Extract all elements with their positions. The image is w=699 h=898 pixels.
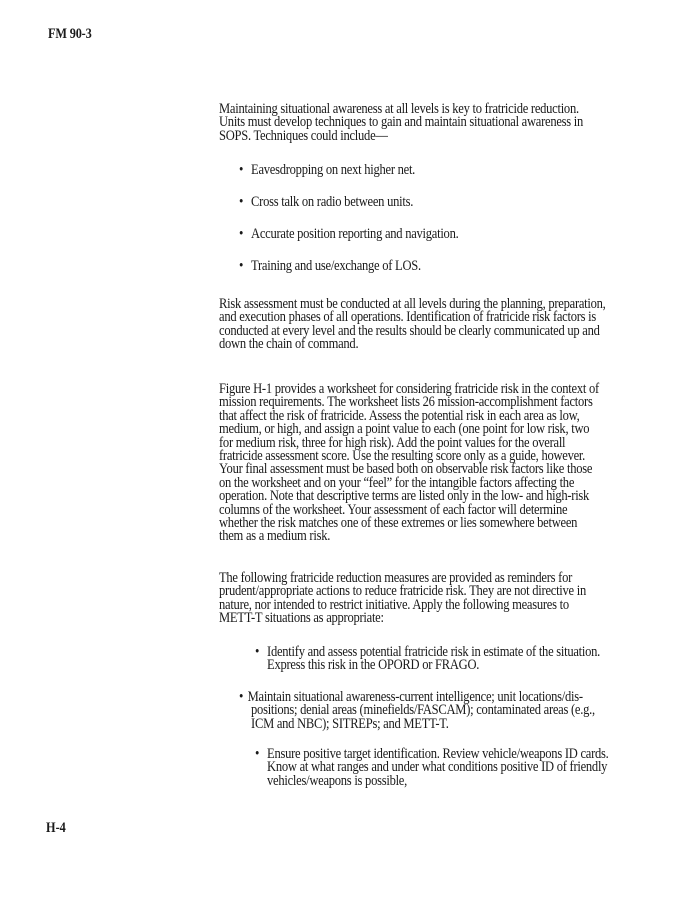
text-line: for medium risk, three for high risk). Add the point values for the overall: [219, 434, 566, 451]
text-line: medium, or high, and assign a point value to each (one point for low risk, two: [219, 421, 590, 438]
text-line: SOPS. Techniques could include—: [219, 127, 388, 144]
list-item: • Accurate position reporting and navigation.: [239, 226, 459, 242]
page-number-footer: H-4: [46, 820, 66, 836]
paragraph-risk-assessment: [219, 298, 649, 352]
text-line: Your final assessment must be based both on observable risk factors like those: [219, 461, 593, 478]
text-line: columns of the worksheet. Your assessment of each factor will determine: [219, 501, 568, 518]
text-line: fratricide assessment score. Use the resulting score only as a guide, however.: [219, 448, 586, 465]
text-line: Figure H-1 provides a worksheet for considering fratricide risk in the context of: [219, 381, 599, 397]
text-line: Units must develop techniques to gain and maintain situational awareness in: [219, 114, 584, 131]
text-line: Maintaining situational awareness at all levels is key to fratricide reduction.: [219, 101, 579, 117]
text-line: METT-T situations as appropriate:: [219, 610, 384, 627]
text-line: on the worksheet and on your “feel” for the intangible factors affecting the: [219, 474, 575, 491]
text-line: down the chain of command.: [219, 336, 359, 353]
paragraph-situational-awareness: [219, 103, 649, 143]
paragraph-reduction-measures: [219, 572, 649, 626]
text-line: nature, nor intended to restrict initiative. Apply the following measures to: [219, 596, 569, 613]
text-line: and execution phases of all operations. Identification of fratricide risk factors is: [219, 309, 597, 326]
document-id-header: FM 90-3: [48, 26, 92, 42]
paragraph-worksheet: [219, 383, 649, 544]
list-item: • Cross talk on radio between units.: [239, 194, 414, 210]
text-line: that affect the risk of fratricide. Assess the potential risk in each area as low,: [219, 407, 580, 424]
text-line: mission requirements. The worksheet lists 26 mission-accomplishment factors: [219, 394, 593, 411]
list-item: • Ensure positive target identification. Review vehicle/weapons ID cards. Know at what ranges and under what conditions positive ID of friendly vehicles/weapons is possible,: [255, 746, 609, 789]
list-item: • Training and use/exchange of LOS.: [239, 258, 421, 274]
list-item: • Eavesdropping on next higher net.: [239, 162, 416, 178]
list-item: • Identify and assess potential fratricide risk in estimate of the situation. Express this risk in the OPORD or FRAGO.: [255, 644, 601, 674]
text-line: The following fratricide reduction measures are provided as reminders for: [219, 570, 573, 586]
text-line: whether the risk matches one of these extremes or lies somewhere between: [219, 515, 578, 532]
text-line: conducted at every level and the results should be clearly communicated up and: [219, 322, 600, 339]
list-item: • Maintain situational awareness-current intelligence; unit locations/dis- positions; denial areas (minefields/FASCAM); contaminated areas (e.g., ICM and NBC); SITREPs; and METT-T.: [239, 689, 595, 732]
text-line: them as a medium risk.: [219, 528, 331, 545]
text-line: operation. Note that descriptive terms are listed only in the low- and high-risk: [219, 488, 590, 505]
text-line: Risk assessment must be conducted at all levels during the planning, preparation,: [219, 296, 606, 312]
text-line: prudent/appropriate actions to reduce fratricide risk. They are not directive in: [219, 583, 587, 600]
